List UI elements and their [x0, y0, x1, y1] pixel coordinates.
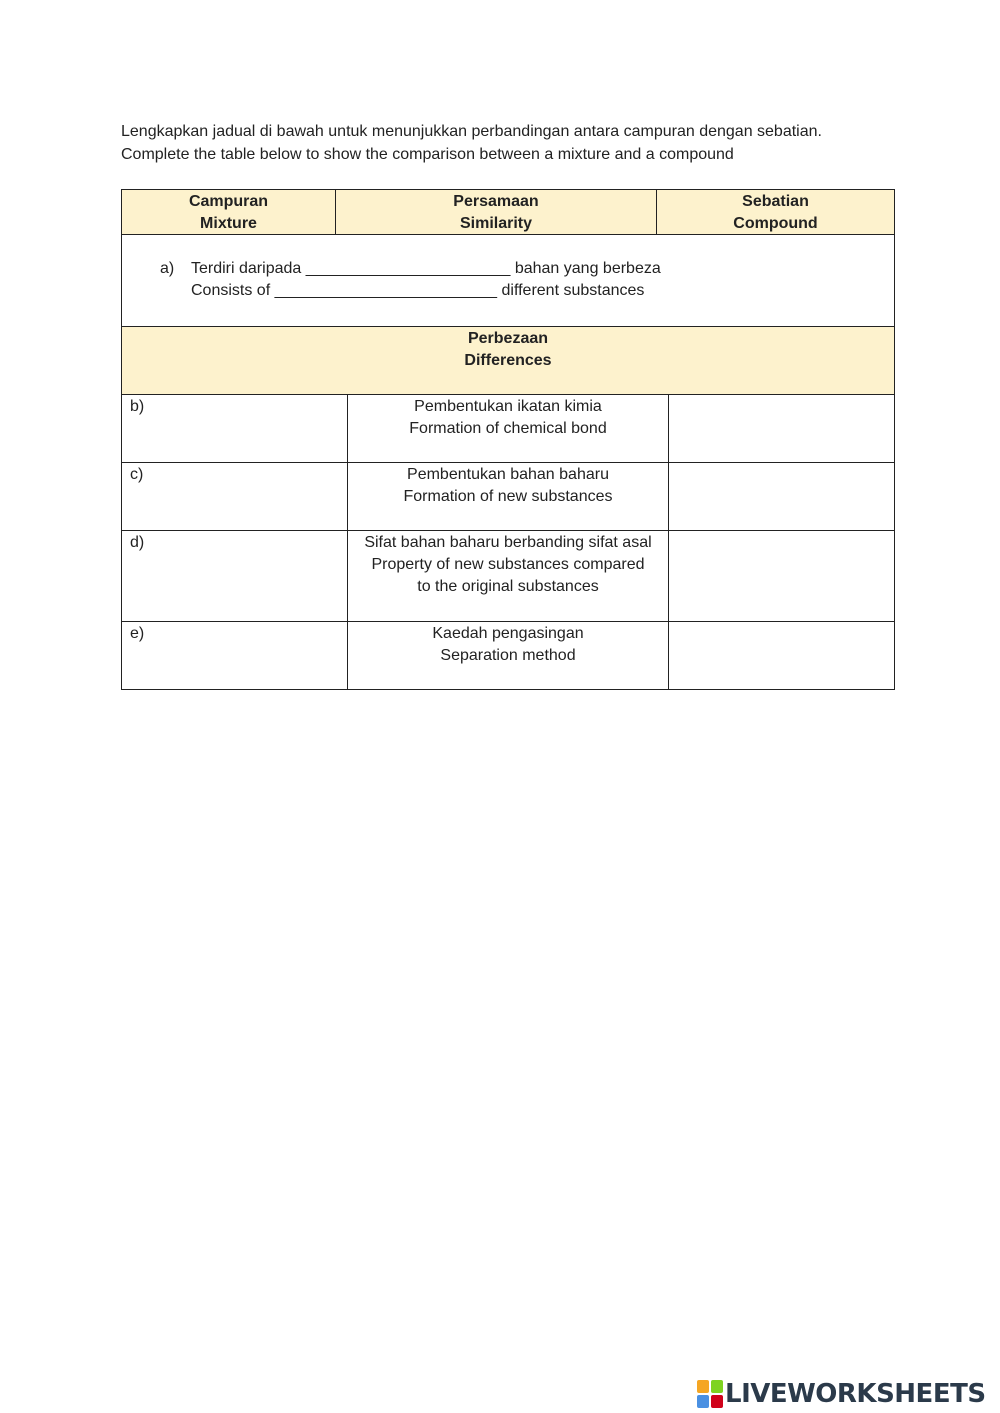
compound-answer-cell-e[interactable]: [669, 622, 894, 689]
row-letter: e): [130, 625, 145, 642]
aspect-cell-e: [348, 622, 669, 689]
mixture-answer-cell-b[interactable]: [122, 395, 348, 462]
liveworksheets-logo-icon: [697, 1380, 723, 1408]
differences-header-ms: Perbezaan: [467, 330, 549, 347]
header-compound: [657, 190, 894, 234]
similarity-row: [121, 235, 895, 327]
table-row: [121, 395, 895, 463]
comparison-table: [121, 189, 895, 690]
mixture-answer-cell-d[interactable]: [122, 531, 348, 621]
similarity-cell[interactable]: [122, 235, 894, 326]
header-compound-en: Compound: [733, 215, 818, 232]
instruction-english: Complete the table below to show the comparison between a mixture and a compound: [121, 146, 734, 163]
aspect-en: Formation of new substances: [403, 488, 613, 505]
differences-header-row: [121, 327, 895, 395]
row-letter: c): [130, 466, 144, 483]
compound-answer-cell-d[interactable]: [669, 531, 894, 621]
differences-header: [122, 327, 894, 394]
aspect-cell-b: [348, 395, 669, 462]
instruction-malay: Lengkapkan jadual di bawah untuk menunjukkan perbandingan antara campuran dengan sebatian.: [121, 123, 822, 140]
table-row: [121, 531, 895, 622]
header-similarity: [336, 190, 657, 234]
table-row: [121, 463, 895, 531]
aspect-en: Separation method: [440, 647, 576, 664]
aspect-ms: Pembentukan ikatan kimia: [414, 398, 602, 415]
aspect-ms: Kaedah pengasingan: [432, 625, 584, 642]
mixture-answer-cell-c[interactable]: [122, 463, 348, 530]
aspect-en: Property of new substances compared: [371, 556, 645, 573]
similarity-line-ms: Terdiri daripada _______________________ bahan yang berbeza: [191, 260, 661, 277]
liveworksheets-logo: [697, 1378, 986, 1410]
row-letter: d): [130, 534, 145, 551]
header-similarity-ms: Persamaan: [453, 193, 539, 210]
compound-answer-cell-c[interactable]: [669, 463, 894, 530]
differences-header-en: Differences: [464, 352, 552, 369]
aspect-en-cont: to the original substances: [417, 578, 599, 595]
similarity-letter: a): [160, 260, 175, 277]
table-row: [121, 622, 895, 690]
similarity-line-en: Consists of _________________________ different substances: [191, 282, 645, 299]
header-compound-ms: Sebatian: [742, 193, 809, 210]
header-mixture-en: Mixture: [200, 215, 257, 232]
row-letter: b): [130, 398, 145, 415]
mixture-answer-cell-e[interactable]: [122, 622, 348, 689]
header-similarity-en: Similarity: [459, 215, 533, 232]
liveworksheets-logo-text: LIVEWORKSHEETS: [725, 1379, 986, 1409]
instructions: [121, 120, 822, 166]
aspect-ms: Sifat bahan baharu berbanding sifat asal: [364, 534, 652, 551]
aspect-cell-c: [348, 463, 669, 530]
compound-answer-cell-b[interactable]: [669, 395, 894, 462]
aspect-cell-d: [348, 531, 669, 621]
header-mixture-ms: Campuran: [188, 193, 269, 210]
header-mixture: [122, 190, 336, 234]
aspect-en: Formation of chemical bond: [409, 420, 607, 437]
table-header-row: [121, 189, 895, 235]
aspect-ms: Pembentukan bahan baharu: [407, 466, 609, 483]
